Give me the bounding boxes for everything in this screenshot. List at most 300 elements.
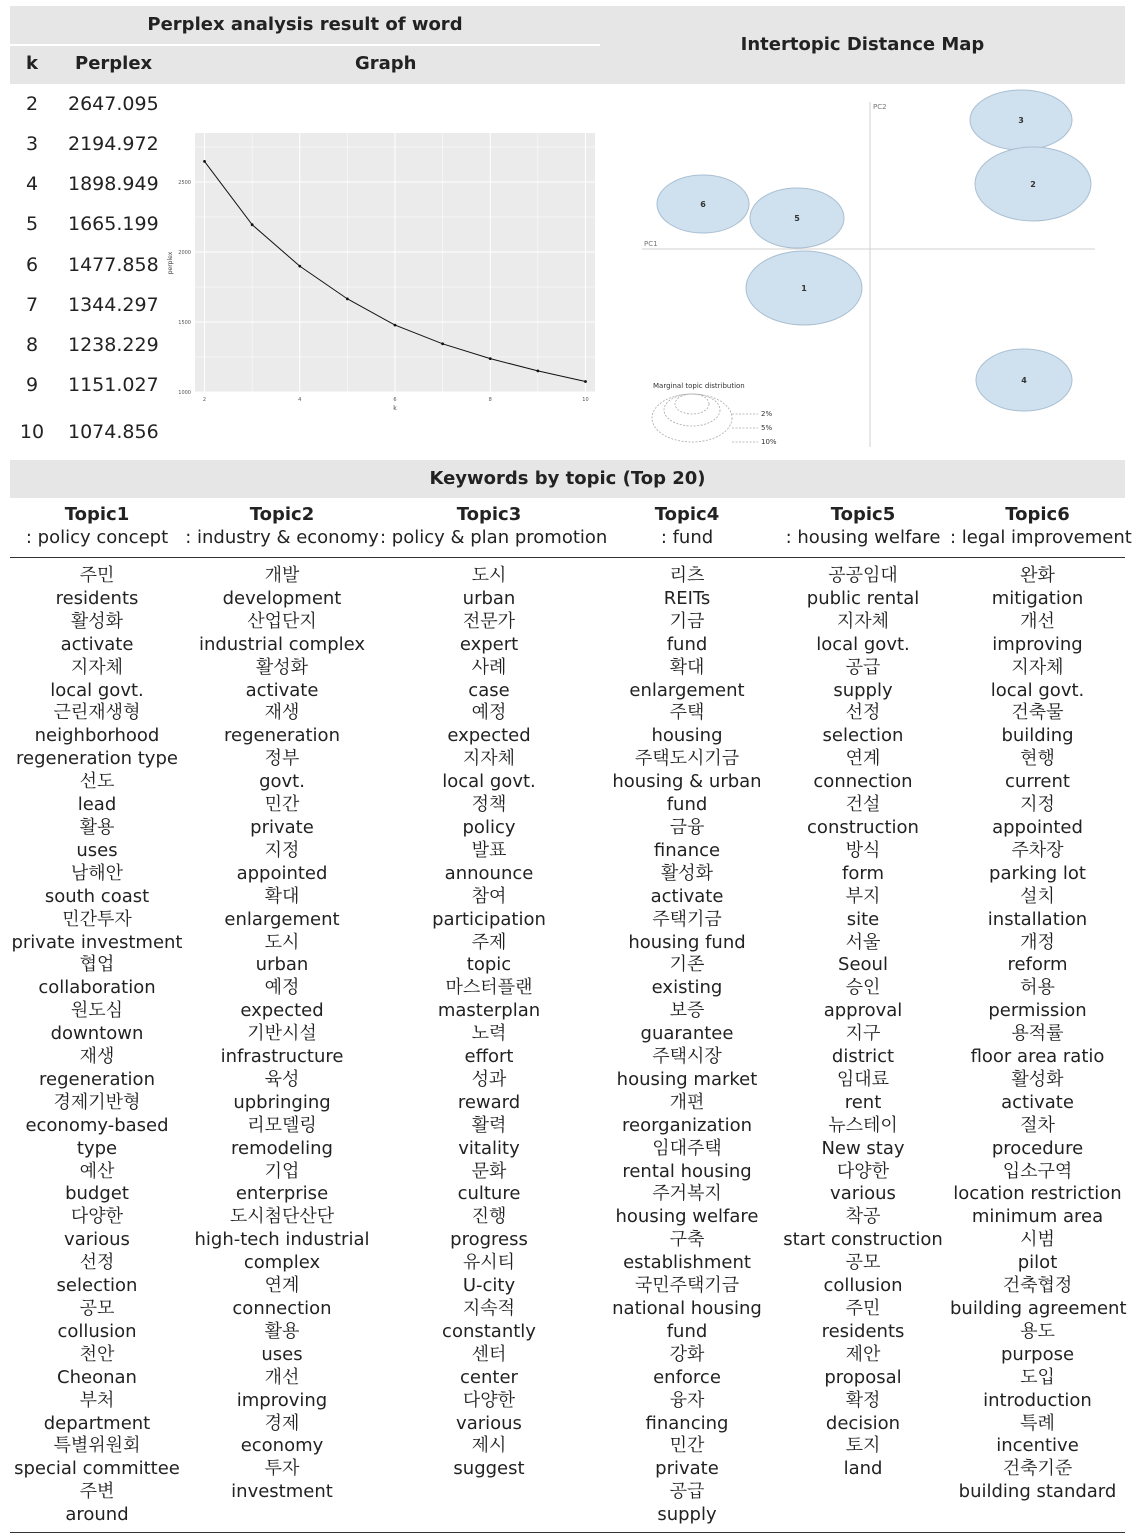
keyword-item: 센터	[471, 1343, 507, 1365]
data-point	[394, 324, 397, 327]
topic-circle-6[interactable]	[657, 175, 749, 233]
keyword-item: 정책	[471, 794, 507, 816]
keyword-item: neighborhood	[34, 725, 160, 747]
topic-keyword-list	[950, 565, 1125, 1504]
row-perplex-value: 1477.858	[68, 254, 159, 276]
keyword-item: permission	[988, 1000, 1087, 1022]
topic-keyword-list	[10, 565, 184, 1527]
row-k: 3	[25, 133, 39, 155]
keyword-item: case	[468, 679, 510, 701]
keyword-item: collusion	[823, 1275, 903, 1297]
keyword-item: 부처	[79, 1389, 115, 1411]
row-perplex-value: 1074.856	[68, 421, 159, 443]
keyword-item: 특례	[1020, 1412, 1055, 1434]
keyword-item: 리모델링	[247, 1114, 317, 1136]
table-bottom-rule	[10, 1532, 1125, 1533]
topic-name: Topic2	[249, 504, 315, 525]
keyword-item: 건축물	[1011, 702, 1064, 724]
keyword-item: govt.	[259, 771, 305, 793]
keyword-item: 구축	[669, 1229, 705, 1251]
keyword-item: participation	[432, 908, 546, 930]
row-k: 2	[25, 93, 39, 115]
keyword-item: appointed	[992, 816, 1083, 838]
keyword-item: 투자	[264, 1458, 300, 1480]
keyword-item: 민간	[669, 1435, 705, 1457]
keyword-item: 활성화	[1011, 1068, 1064, 1090]
topic-keyword-list	[776, 565, 950, 1481]
column-graph: Graph	[355, 53, 417, 74]
keyword-item: 서울	[845, 931, 881, 953]
keyword-item: site	[846, 908, 880, 930]
keyword-item: progress	[450, 1229, 528, 1251]
keyword-item: housing market	[616, 1068, 758, 1090]
keyword-item: 유시티	[462, 1252, 516, 1274]
keyword-item: 공모	[845, 1252, 881, 1274]
keyword-item: 도시	[471, 565, 507, 586]
topic-keyword-list	[598, 565, 776, 1527]
keyword-item: 산업단지	[247, 610, 317, 632]
keyword-item: activate	[650, 885, 724, 907]
keyword-item: south coast	[44, 885, 150, 907]
keyword-item: urban	[462, 587, 516, 609]
keyword-item: 토지	[845, 1435, 881, 1457]
topic-number: 5	[794, 214, 800, 223]
row-k: 4	[25, 173, 39, 195]
keyword-item: 예정	[471, 702, 507, 724]
keyword-item: economy	[240, 1435, 324, 1457]
keyword-item: collusion	[57, 1320, 137, 1342]
keyword-item: 시범	[1020, 1229, 1055, 1251]
keyword-item: 현행	[1020, 748, 1055, 770]
keyword-item: collaboration	[38, 977, 156, 999]
keyword-item: 공급	[845, 656, 881, 678]
keyword-item: investment	[231, 1481, 333, 1503]
keyword-item: 확대	[669, 656, 705, 678]
keyword-item: 노력	[471, 1023, 507, 1045]
keyword-item: 공모	[79, 1298, 115, 1319]
keyword-item: 활성화	[255, 656, 309, 678]
keyword-item: vitality	[458, 1137, 520, 1159]
keyword-item: 착공	[845, 1206, 881, 1228]
topic-number: 4	[1021, 376, 1027, 385]
x-tick-labels	[203, 397, 589, 403]
keyword-item: 선정	[79, 1252, 115, 1274]
keyword-item: 보증	[669, 1000, 705, 1022]
keyword-item: high-tech industrial	[194, 1229, 370, 1251]
keyword-item: 경제기반형	[53, 1091, 141, 1113]
marginal-title: Marginal topic distribution	[653, 382, 745, 390]
keyword-item: building standard	[958, 1481, 1117, 1503]
keyword-item: local govt.	[816, 633, 910, 655]
table-header-rule	[10, 557, 1125, 558]
keyword-item: fund	[666, 794, 708, 816]
keyword-item: enlargement	[224, 908, 340, 930]
topic-name: Topic3	[456, 504, 522, 525]
keyword-item: various	[64, 1229, 130, 1251]
keyword-item: form	[842, 862, 884, 884]
keyword-item: appointed	[236, 862, 328, 884]
keyword-item: 지자체	[70, 656, 124, 678]
topic-number: 1	[801, 284, 807, 293]
keyword-item: floor area ratio	[970, 1046, 1105, 1068]
topic-circle-5[interactable]	[750, 188, 844, 248]
keyword-item: 주택	[669, 702, 705, 724]
keyword-item: 개선	[264, 1366, 300, 1388]
keyword-item: department	[43, 1412, 151, 1434]
topic-label: : industry & economy	[185, 527, 379, 548]
keyword-item: type	[76, 1137, 118, 1159]
keyword-item: 허용	[1020, 977, 1055, 999]
keyword-item: 제시	[471, 1435, 507, 1457]
keyword-item: 사례	[471, 656, 507, 678]
keyword-item: budget	[65, 1183, 129, 1205]
keyword-item: 공공임대	[828, 565, 898, 586]
keyword-item: supply	[833, 679, 893, 701]
topic-keyword-list	[380, 565, 598, 1481]
y-tick-label: 1500	[178, 320, 191, 326]
keyword-item: 예정	[264, 977, 300, 999]
keyword-item: minimum area	[971, 1206, 1104, 1228]
keyword-item: finance	[653, 839, 721, 861]
keyword-item: financing	[645, 1412, 729, 1434]
keyword-item: urban	[255, 954, 309, 976]
keyword-item: 입소구역	[1002, 1160, 1073, 1182]
keyword-item: 기존	[669, 954, 705, 976]
keyword-item: 성과	[471, 1068, 507, 1090]
keyword-item: enlargement	[629, 679, 745, 701]
keyword-item: 완화	[1020, 565, 1055, 586]
keyword-item: 용적률	[1011, 1023, 1064, 1045]
keyword-item: 뉴스테이	[828, 1114, 898, 1136]
keyword-item: lead	[77, 794, 117, 816]
keyword-item: existing	[651, 977, 723, 999]
column-k: k	[26, 53, 38, 74]
y-tick-labels	[178, 180, 191, 396]
data-point	[203, 160, 206, 163]
keyword-item: 원도심	[70, 1000, 124, 1022]
topic-header	[10, 504, 184, 550]
keyword-item: masterplan	[437, 1000, 541, 1022]
data-point	[536, 369, 539, 372]
row-k: 6	[25, 254, 39, 276]
topic-header	[380, 504, 608, 550]
data-point	[441, 342, 444, 345]
keyword-item: various	[830, 1183, 896, 1205]
data-point	[346, 297, 349, 300]
keyword-item: 리츠	[669, 565, 705, 586]
topic-circle-4[interactable]	[976, 349, 1072, 411]
keyword-item: 절차	[1020, 1114, 1055, 1136]
keyword-item: local govt.	[442, 771, 536, 793]
keyword-item: guarantee	[640, 1023, 734, 1045]
topic-label: : policy & plan promotion	[380, 527, 608, 548]
keyword-item: 제안	[845, 1343, 881, 1365]
keyword-item: 발표	[471, 839, 507, 861]
keyword-item: New stay	[821, 1137, 905, 1159]
keyword-item: activate	[245, 679, 319, 701]
keyword-item: building	[1001, 725, 1074, 747]
keyword-item: selection	[56, 1275, 138, 1297]
keyword-item: 활성화	[660, 862, 714, 884]
topic-header	[598, 504, 776, 550]
keyword-item: 개편	[669, 1091, 705, 1113]
keyword-item: 주거복지	[652, 1183, 722, 1205]
keyword-item: enforce	[653, 1366, 721, 1388]
keyword-item: national housing	[612, 1298, 762, 1319]
keyword-item: supply	[657, 1504, 717, 1526]
keyword-item: 협업	[79, 954, 115, 976]
keyword-item: incentive	[996, 1435, 1079, 1457]
keyword-item: public rental	[806, 587, 920, 609]
topic-number: 2	[1030, 180, 1036, 189]
topic-circle-1[interactable]	[746, 251, 862, 325]
keyword-item: 진행	[471, 1206, 507, 1228]
keyword-item: 주택도시기금	[634, 748, 740, 770]
keyword-item: 참여	[471, 885, 507, 907]
keyword-item: 방식	[845, 839, 881, 861]
topic-name: Topic6	[1005, 504, 1070, 525]
keyword-item: 육성	[264, 1068, 300, 1090]
keyword-item: 선도	[79, 771, 115, 793]
keyword-item: 설치	[1020, 885, 1055, 907]
keyword-item: fund	[666, 633, 708, 655]
keyword-item: 문화	[471, 1160, 507, 1182]
keyword-item: 주제	[471, 931, 507, 953]
keyword-item: 민간투자	[62, 908, 132, 930]
keyword-item: 주택시장	[652, 1046, 722, 1068]
keyword-item: 확정	[845, 1389, 881, 1411]
keyword-item: economy-based	[25, 1114, 169, 1136]
keyword-item: residents	[55, 587, 139, 609]
keyword-item: 도입	[1020, 1366, 1055, 1388]
keyword-item: 천안	[79, 1343, 115, 1365]
y-axis-label: perplex	[167, 251, 174, 275]
keyword-item: location restriction	[953, 1183, 1122, 1205]
intertopic-distance-map	[640, 92, 1110, 454]
topic-keyword-list	[184, 565, 380, 1504]
keyword-item: industrial complex	[198, 633, 366, 655]
keyword-item: uses	[76, 839, 118, 861]
keyword-item: 도시첨단산단	[229, 1206, 335, 1228]
row-k: 8	[25, 334, 39, 356]
keyword-item: 다양한	[836, 1160, 890, 1182]
keyword-item: REITs	[663, 587, 711, 609]
keyword-item: 지자체	[462, 748, 516, 770]
keyword-item: around	[65, 1504, 129, 1526]
topic-number: 6	[700, 200, 706, 209]
keyword-item: private investment	[11, 931, 183, 953]
keyword-item: regeneration	[39, 1068, 155, 1090]
keyword-item: improving	[992, 633, 1083, 655]
keyword-item: 활용	[264, 1320, 300, 1342]
keyword-item: reform	[1007, 954, 1068, 976]
keyword-item: district	[831, 1046, 895, 1068]
keyword-item: 근린재생형	[53, 702, 141, 724]
keyword-item: 공급	[669, 1481, 705, 1503]
topic-name: Topic4	[654, 504, 720, 525]
keyword-item: 주민	[79, 565, 115, 586]
keyword-item: 확대	[264, 885, 300, 907]
keyword-item: 건축기준	[1002, 1458, 1073, 1480]
keyword-item: upbringing	[233, 1091, 331, 1113]
row-perplex-value: 1344.297	[68, 294, 159, 316]
keyword-item: 연계	[845, 748, 881, 770]
keyword-item: effort	[464, 1046, 514, 1068]
keyword-item: housing welfare	[615, 1206, 759, 1228]
keyword-item: 기금	[669, 610, 705, 632]
keyword-item: 지자체	[836, 610, 890, 632]
keyword-item: 지정	[1020, 794, 1055, 816]
keyword-item: 기업	[264, 1160, 300, 1182]
keywords-title: Keywords by topic (Top 20)	[10, 460, 1125, 498]
keyword-item: constantly	[442, 1320, 536, 1342]
keyword-item: 건설	[845, 794, 881, 816]
keyword-item: decision	[825, 1412, 901, 1434]
keyword-item: 임대료	[836, 1068, 890, 1090]
keyword-item: 활용	[79, 816, 115, 838]
column-perplex: Perplex	[75, 53, 153, 74]
keyword-item: selection	[822, 725, 904, 747]
marginal-level-10: 10%	[761, 438, 777, 446]
keyword-item: private	[655, 1458, 719, 1480]
x-tick-label: 8	[488, 397, 492, 403]
keyword-item: culture	[457, 1183, 521, 1205]
keyword-item: 재생	[264, 702, 300, 724]
pc2-label: PC2	[873, 103, 887, 111]
row-k: 5	[25, 213, 39, 235]
keyword-item: residents	[821, 1320, 905, 1342]
keyword-item: establishment	[623, 1252, 751, 1274]
keyword-item: 선정	[845, 702, 881, 724]
keyword-item: introduction	[983, 1389, 1092, 1411]
keyword-item: 다양한	[462, 1389, 516, 1411]
keyword-item: special committee	[14, 1458, 180, 1480]
keyword-item: procedure	[991, 1137, 1084, 1159]
y-tick-label: 2000	[178, 250, 191, 256]
keyword-item: 특별위원회	[53, 1435, 141, 1457]
topic-header	[776, 504, 950, 550]
topic-name: Topic5	[830, 504, 896, 525]
topic-label: : legal improvement	[950, 527, 1132, 548]
topic-number: 3	[1018, 116, 1024, 125]
keyword-item: various	[456, 1412, 522, 1434]
keyword-item: development	[222, 587, 342, 609]
keyword-item: housing & urban	[612, 771, 762, 793]
keyword-item: 민간	[264, 794, 300, 816]
keyword-item: start construction	[783, 1229, 943, 1251]
row-k: 7	[25, 294, 39, 316]
keyword-item: proposal	[824, 1366, 902, 1388]
keyword-item: expected	[447, 725, 531, 747]
keyword-item: 부지	[845, 885, 881, 907]
topic-label: : housing welfare	[785, 527, 941, 548]
keyword-item: complex	[243, 1252, 321, 1274]
topic-header	[184, 504, 380, 550]
keyword-item: suggest	[453, 1458, 525, 1480]
keyword-item: land	[843, 1458, 883, 1480]
keyword-item: pilot	[1017, 1252, 1058, 1274]
keyword-item: reward	[457, 1091, 521, 1113]
perplex-column-header	[10, 46, 600, 84]
keyword-item: policy	[462, 816, 516, 838]
marginal-distribution-legend	[652, 382, 777, 446]
keyword-item: 경제	[264, 1412, 300, 1434]
topic-name: Topic1	[64, 504, 130, 525]
keyword-item: activate	[60, 633, 134, 655]
keyword-item: 주차장	[1011, 839, 1064, 861]
keyword-item: construction	[807, 816, 919, 838]
x-tick-label: 6	[393, 397, 397, 403]
keyword-item: 지구	[845, 1023, 881, 1045]
keyword-item: 전문가	[462, 610, 516, 632]
keyword-item: 예산	[79, 1160, 115, 1182]
data-point	[489, 357, 492, 360]
keyword-item: 연계	[264, 1275, 300, 1297]
keyword-item: expected	[240, 1000, 324, 1022]
keyword-item: local govt.	[990, 679, 1085, 701]
keyword-item: remodeling	[231, 1137, 333, 1159]
keyword-item: connection	[232, 1298, 332, 1319]
topic-label: : fund	[660, 527, 714, 548]
keyword-item: topic	[466, 954, 512, 976]
keyword-item: announce	[444, 862, 534, 884]
keyword-item: U-city	[462, 1275, 516, 1297]
row-k: 10	[19, 421, 45, 443]
y-tick-label: 2500	[178, 180, 191, 186]
keyword-item: 임대주택	[652, 1137, 722, 1159]
keyword-item: downtown	[50, 1023, 144, 1045]
marginal-level-2: 2%	[761, 410, 773, 418]
intertopic-map-title: Intertopic Distance Map	[600, 6, 1125, 84]
keyword-item: building agreement	[950, 1298, 1127, 1319]
keyword-item: 국민주택기금	[634, 1275, 740, 1297]
keyword-item: local govt.	[50, 679, 144, 701]
keyword-item: 강화	[669, 1343, 705, 1365]
pc1-label: PC1	[644, 240, 658, 248]
keyword-item: current	[1005, 771, 1070, 793]
keyword-item: 지속적	[462, 1298, 516, 1319]
keyword-item: 용도	[1020, 1320, 1055, 1342]
keyword-item: 남해안	[70, 862, 124, 884]
keyword-item: 개정	[1020, 931, 1055, 953]
keyword-item: rental housing	[622, 1160, 752, 1182]
keyword-item: 주민	[845, 1298, 881, 1319]
y-tick-label: 1000	[178, 390, 191, 396]
row-k: 9	[25, 374, 39, 396]
keyword-item: regeneration type	[16, 748, 178, 770]
keyword-item: 정부	[264, 748, 300, 770]
topic-circle-2[interactable]	[975, 147, 1091, 221]
keyword-item: fund	[666, 1320, 708, 1342]
keyword-item: 지자체	[1011, 656, 1064, 678]
keyword-item: 승인	[845, 977, 881, 999]
keyword-item: connection	[813, 771, 913, 793]
keyword-item: infrastructure	[220, 1046, 344, 1068]
keyword-item: 건축협정	[1002, 1275, 1073, 1297]
topic-circle-3[interactable]	[970, 90, 1072, 150]
data-point	[298, 265, 301, 268]
keyword-item: enterprise	[235, 1183, 329, 1205]
keyword-item: 개발	[264, 565, 300, 586]
perplex-line-chart	[168, 128, 600, 413]
keyword-item: 재생	[79, 1046, 115, 1068]
topic-label: : policy concept	[25, 527, 169, 548]
keyword-item: purpose	[1000, 1343, 1075, 1365]
keyword-item: private	[250, 816, 314, 838]
keyword-item: center	[460, 1366, 518, 1388]
keyword-item: 개선	[1020, 610, 1055, 632]
row-perplex-value: 2194.972	[68, 133, 159, 155]
